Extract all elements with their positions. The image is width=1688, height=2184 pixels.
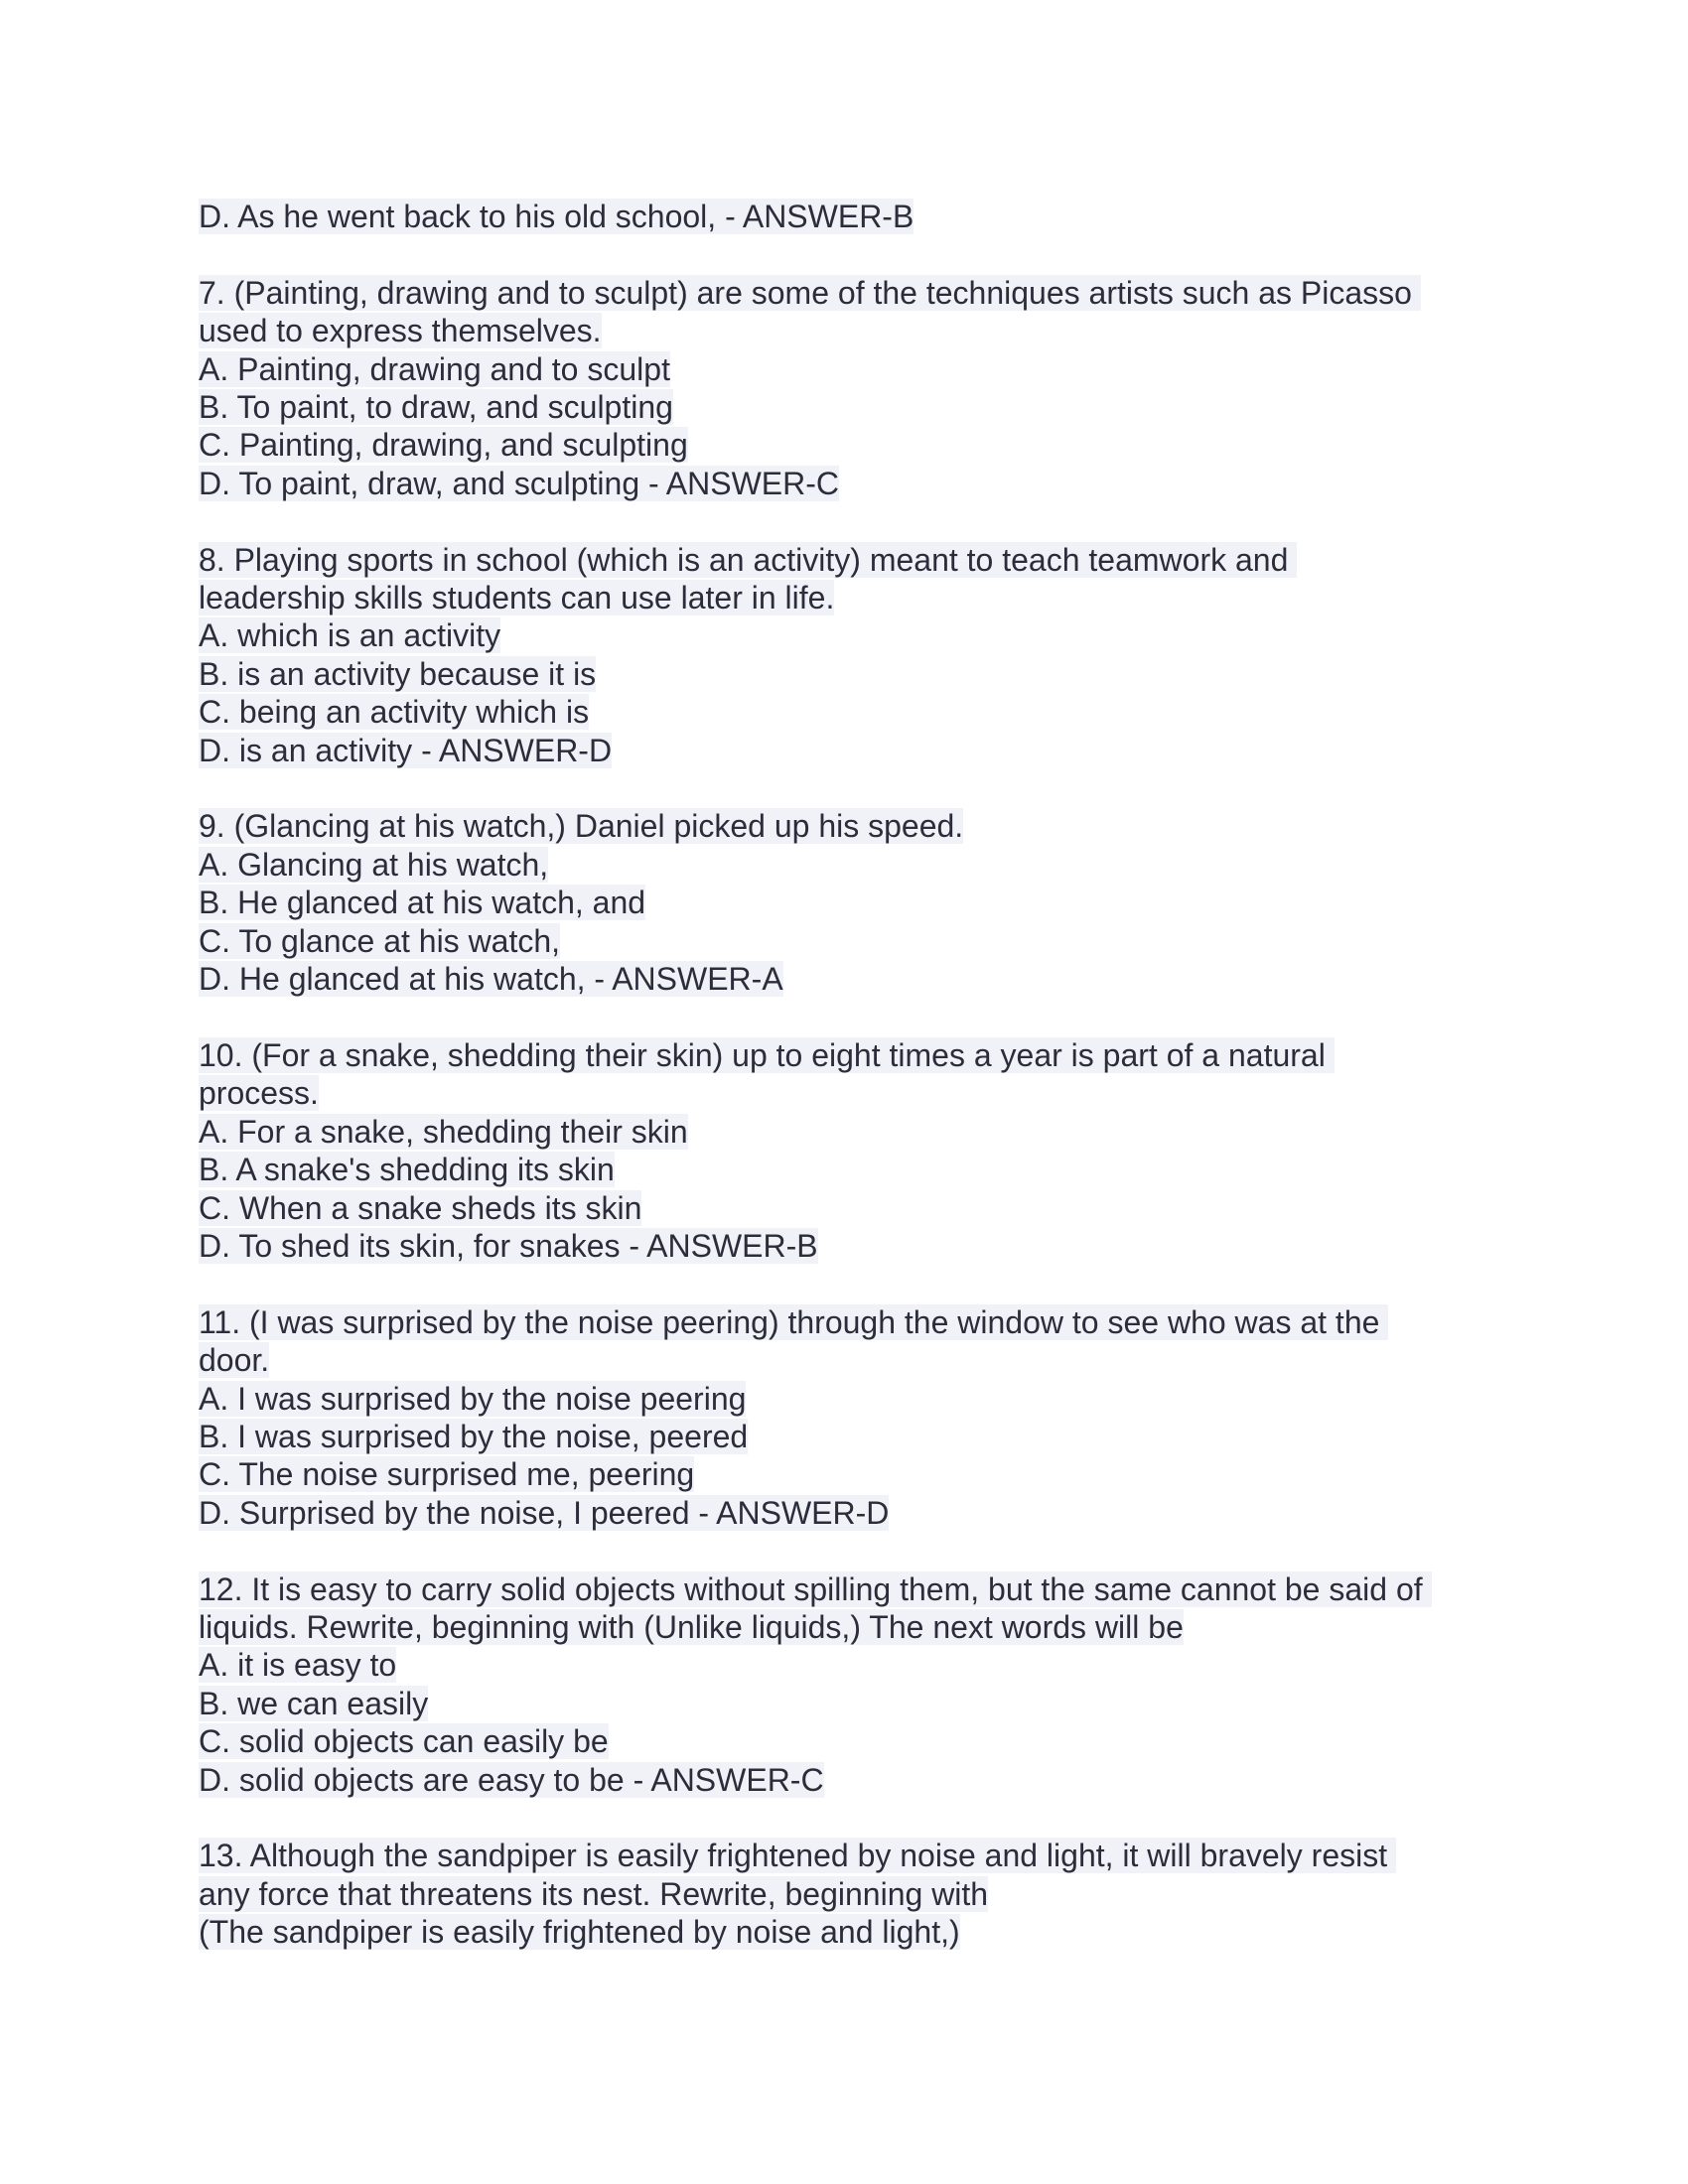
- question-text: 10. (For a snake, shedding their skin) up to eight times a year is part of a natural: [199, 1036, 1335, 1073]
- question-9: [199, 807, 1509, 998]
- spacer: [199, 769, 1509, 807]
- option-d-answer: D. He glanced at his watch, - ANSWER-A: [199, 961, 783, 998]
- question-text: door.: [199, 1342, 270, 1379]
- option-c: C. being an activity which is: [199, 694, 590, 731]
- option-b: B. I was surprised by the noise, peered: [199, 1418, 749, 1454]
- question-7: [199, 274, 1509, 502]
- spacer: [199, 235, 1509, 273]
- option-b: B. He glanced at his watch, and: [199, 885, 646, 921]
- question-13: [199, 1837, 1509, 1951]
- question-text: (The sandpiper is easily frightened by noise and light,): [199, 1914, 960, 1951]
- option-d-answer: D. To shed its skin, for snakes - ANSWER-B: [199, 1227, 818, 1264]
- question-10: [199, 1036, 1509, 1265]
- question-text: 12. It is easy to carry solid objects without spilling them, but the same cannot be said of: [199, 1570, 1432, 1607]
- option-a: A. Painting, drawing and to sculpt: [199, 350, 670, 387]
- question-text: liquids. Rewrite, beginning with (Unlike liquids,) The next words will be: [199, 1608, 1184, 1645]
- text-line: D. As he went back to his old school, - ANSWER-B: [199, 199, 914, 234]
- question-text: leadership skills students can use later in life.: [199, 580, 835, 616]
- option-d-answer: D. To paint, draw, and sculpting - ANSWER-C: [199, 465, 840, 501]
- question-12: [199, 1570, 1509, 1799]
- question-text: 11. (I was surprised by the noise peering) through the window to see who was at the: [199, 1303, 1389, 1340]
- option-b: B. To paint, to draw, and sculpting: [199, 389, 673, 426]
- question-text: 9. (Glancing at his watch,) Daniel picked up his speed.: [199, 808, 964, 845]
- spacer: [199, 502, 1509, 540]
- question-text: 13. Although the sandpiper is easily frightened by noise and light, it will bravely resist: [199, 1838, 1397, 1874]
- option-a: A. Glancing at his watch,: [199, 846, 549, 883]
- question-8: [199, 541, 1509, 769]
- spacer: [199, 1265, 1509, 1302]
- option-c: C. To glance at his watch,: [199, 922, 561, 959]
- option-a: A. it is easy to: [199, 1647, 397, 1684]
- option-a: A. For a snake, shedding their skin: [199, 1113, 688, 1150]
- option-d-answer: D. solid objects are easy to be - ANSWER-C: [199, 1761, 824, 1798]
- spacer: [199, 1799, 1509, 1837]
- spacer: [199, 1532, 1509, 1570]
- question-text: used to express themselves.: [199, 313, 602, 349]
- option-d-answer: D. Surprised by the noise, I peered - ANSWER-D: [199, 1494, 890, 1531]
- option-b: B. is an activity because it is: [199, 655, 597, 692]
- question-text: any force that threatens its nest. Rewrite, beginning with: [199, 1875, 989, 1912]
- option-c: C. solid objects can easily be: [199, 1723, 609, 1760]
- option-b: B. A snake's shedding its skin: [199, 1152, 615, 1188]
- question-6-answer: [199, 198, 1509, 235]
- option-d-answer: D. is an activity - ANSWER-D: [199, 732, 613, 768]
- option-c: C. Painting, drawing, and sculpting: [199, 427, 688, 464]
- option-b: B. we can easily: [199, 1685, 429, 1721]
- question-text: 8. Playing sports in school (which is an activity) meant to teach teamwork and: [199, 541, 1298, 578]
- question-11: [199, 1303, 1509, 1532]
- option-c: C. When a snake sheds its skin: [199, 1189, 642, 1226]
- document-page: [199, 198, 1509, 1952]
- option-a: A. I was surprised by the noise peering: [199, 1380, 747, 1417]
- option-a: A. which is an activity: [199, 617, 501, 654]
- question-text: process.: [199, 1075, 319, 1112]
- spacer: [199, 998, 1509, 1035]
- question-text: 7. (Painting, drawing and to sculpt) are some of the techniques artists such as Picasso: [199, 274, 1421, 311]
- option-c: C. The noise surprised me, peering: [199, 1456, 695, 1493]
